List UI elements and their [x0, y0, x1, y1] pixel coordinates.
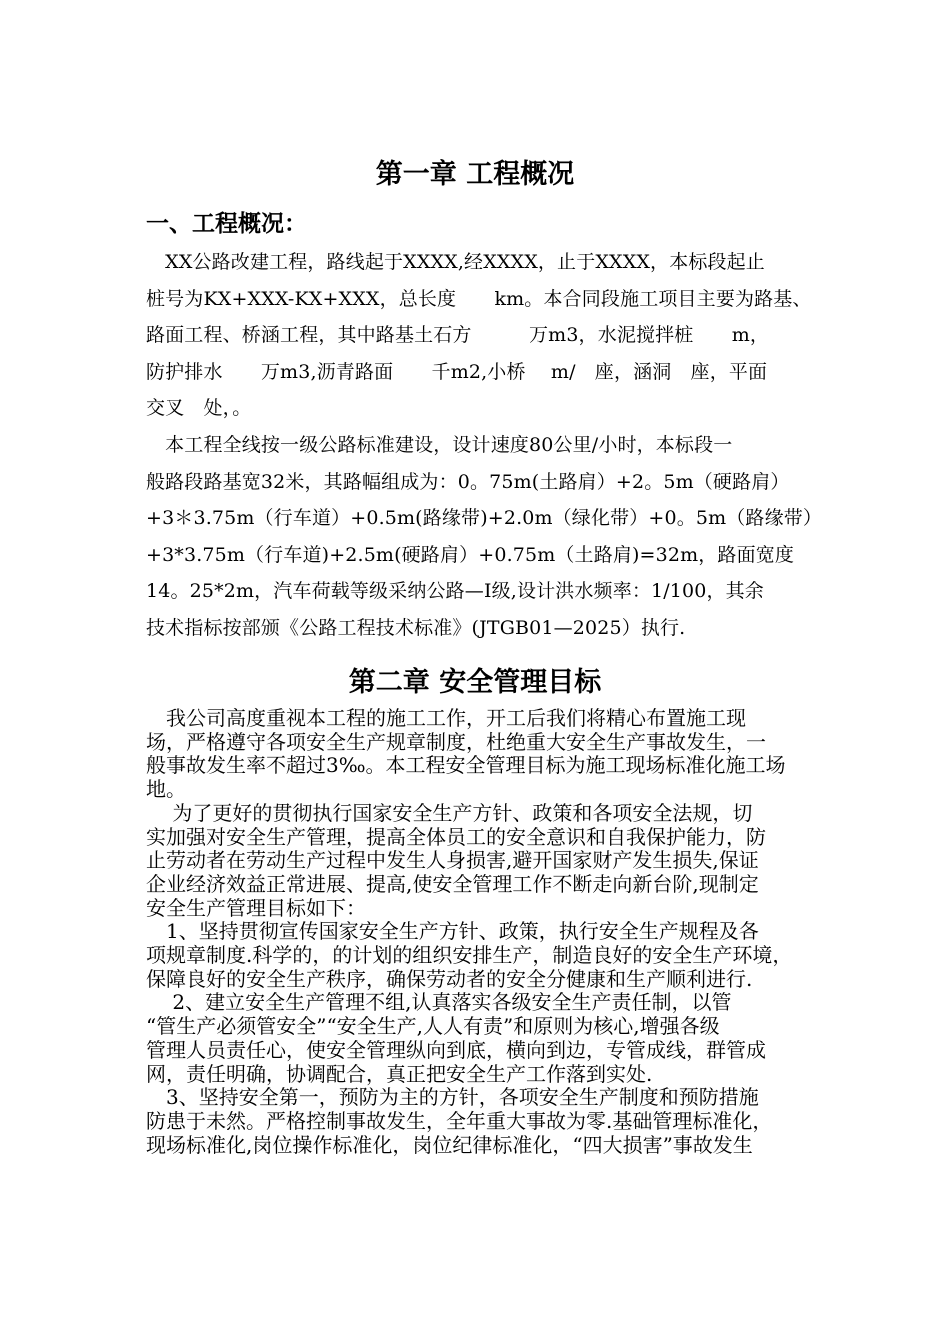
body-line: 般事故发生率不超过3‰。本工程安全管理目标为施工现场标准化施工场	[146, 753, 786, 778]
body-line: 网，责任明确，协调配合，真正把安全生产工作落到实处.	[146, 1061, 653, 1086]
body-line: 技术指标按部颁《公路工程技术标准》(JTGB01—2025）执行.	[146, 616, 686, 639]
body-line: 企业经济效益正常进展、提高,使安全管理工作不断走向新台阶,现制定	[146, 871, 759, 896]
body-line: 本工程全线按一级公路标准建设，设计速度80公里/小时，本标段一	[146, 433, 733, 456]
body-line: 止劳动者在劳动生产过程中发生人身损害,避开国家财产发生损失,保证	[146, 848, 759, 873]
body-line: 3、坚持安全第一，预防为主的方针，各项安全生产制度和预防措施	[146, 1085, 759, 1110]
body-line: 为了更好的贯彻执行国家安全生产方针、政策和各项安全法规，切	[146, 800, 753, 825]
body-line: +3＊3.75m（行车道）+0.5m(路缘带)+2.0m（绿化带）+0。5m（路缘带）	[146, 507, 823, 530]
chapter-1-body	[146, 244, 862, 647]
body-line: “管生产必须管安全”“安全生产,人人有责”和原则为核心,增强各级	[146, 1014, 720, 1039]
body-line: 路面工程、桥涵工程，其中路基土石方 万m3，水泥搅拌桩 m，	[146, 324, 770, 347]
body-line: XX公路改建工程，路线起于XXXX,经XXXX，止于XXXX，本标段起止	[146, 251, 765, 273]
body-line: 场，严格遵守各项安全生产规章制度，杜绝重大安全生产事故发生，一	[146, 729, 766, 754]
body-line: 交叉 处，。	[146, 397, 252, 420]
body-line: 防护排水 万m3,沥青路面 千m2,小桥 m/ 座，涵洞 座，平面	[146, 360, 768, 383]
body-line: 管理人员责任心，使安全管理纵向到底，横向到边，专管成线，群管成	[146, 1037, 766, 1062]
body-line: 地。	[146, 777, 186, 802]
body-line: 现场标准化,岗位操作标准化，岗位纪律标准化，“四大损害”事故发生	[146, 1132, 753, 1157]
section-1-title: 一、工程概况：	[146, 211, 307, 237]
body-line: 防患于未然。严格控制事故发生，全年重大事故为零.基础管理标准化，	[146, 1108, 773, 1133]
body-line: 14。25*2m，汽车荷载等级采纳公路—I级,设计洪水频率：1/100，其余	[146, 580, 764, 603]
body-line: 实加强对安全生产管理，提高全体员工的安全意识和自我保护能力，防	[146, 824, 766, 849]
body-line: 桩号为KX+XXX-KX+XXX，总长度 km。本合同段施工项目主要为路基、	[146, 287, 812, 310]
body-line: +3*3.75m（行车道)+2.5m(硬路肩）+0.75m（土路肩)=32m，路面宽度	[146, 543, 795, 566]
body-line: 安全生产管理目标如下：	[146, 895, 366, 920]
body-line: 1、坚持贯彻宣传国家安全生产方针、政策，执行安全生产规程及各	[146, 919, 759, 944]
chapter-2-title: 第二章 安全管理目标	[348, 667, 602, 698]
body-line: 2、建立安全生产管理不组,认真落实各级安全生产责任制，以管	[146, 990, 732, 1015]
chapter-1-title: 第一章 工程概况	[375, 159, 575, 190]
body-line: 保障良好的安全生产秩序，确保劳动者的安全分健康和生产顺利进行.	[146, 966, 753, 991]
chapter-2-body	[146, 707, 862, 1157]
body-line: 我公司高度重视本工程的施工工作，开工后我们将精心布置施工现	[146, 706, 746, 730]
body-line: 项规章制度.科学的，的计划的组织安排生产，制造良好的安全生产环境，	[146, 943, 793, 968]
body-line: 般路段路基宽32米，其路幅组成为：0。75m(土路肩）+2。5m（硬路肩）	[146, 470, 790, 493]
